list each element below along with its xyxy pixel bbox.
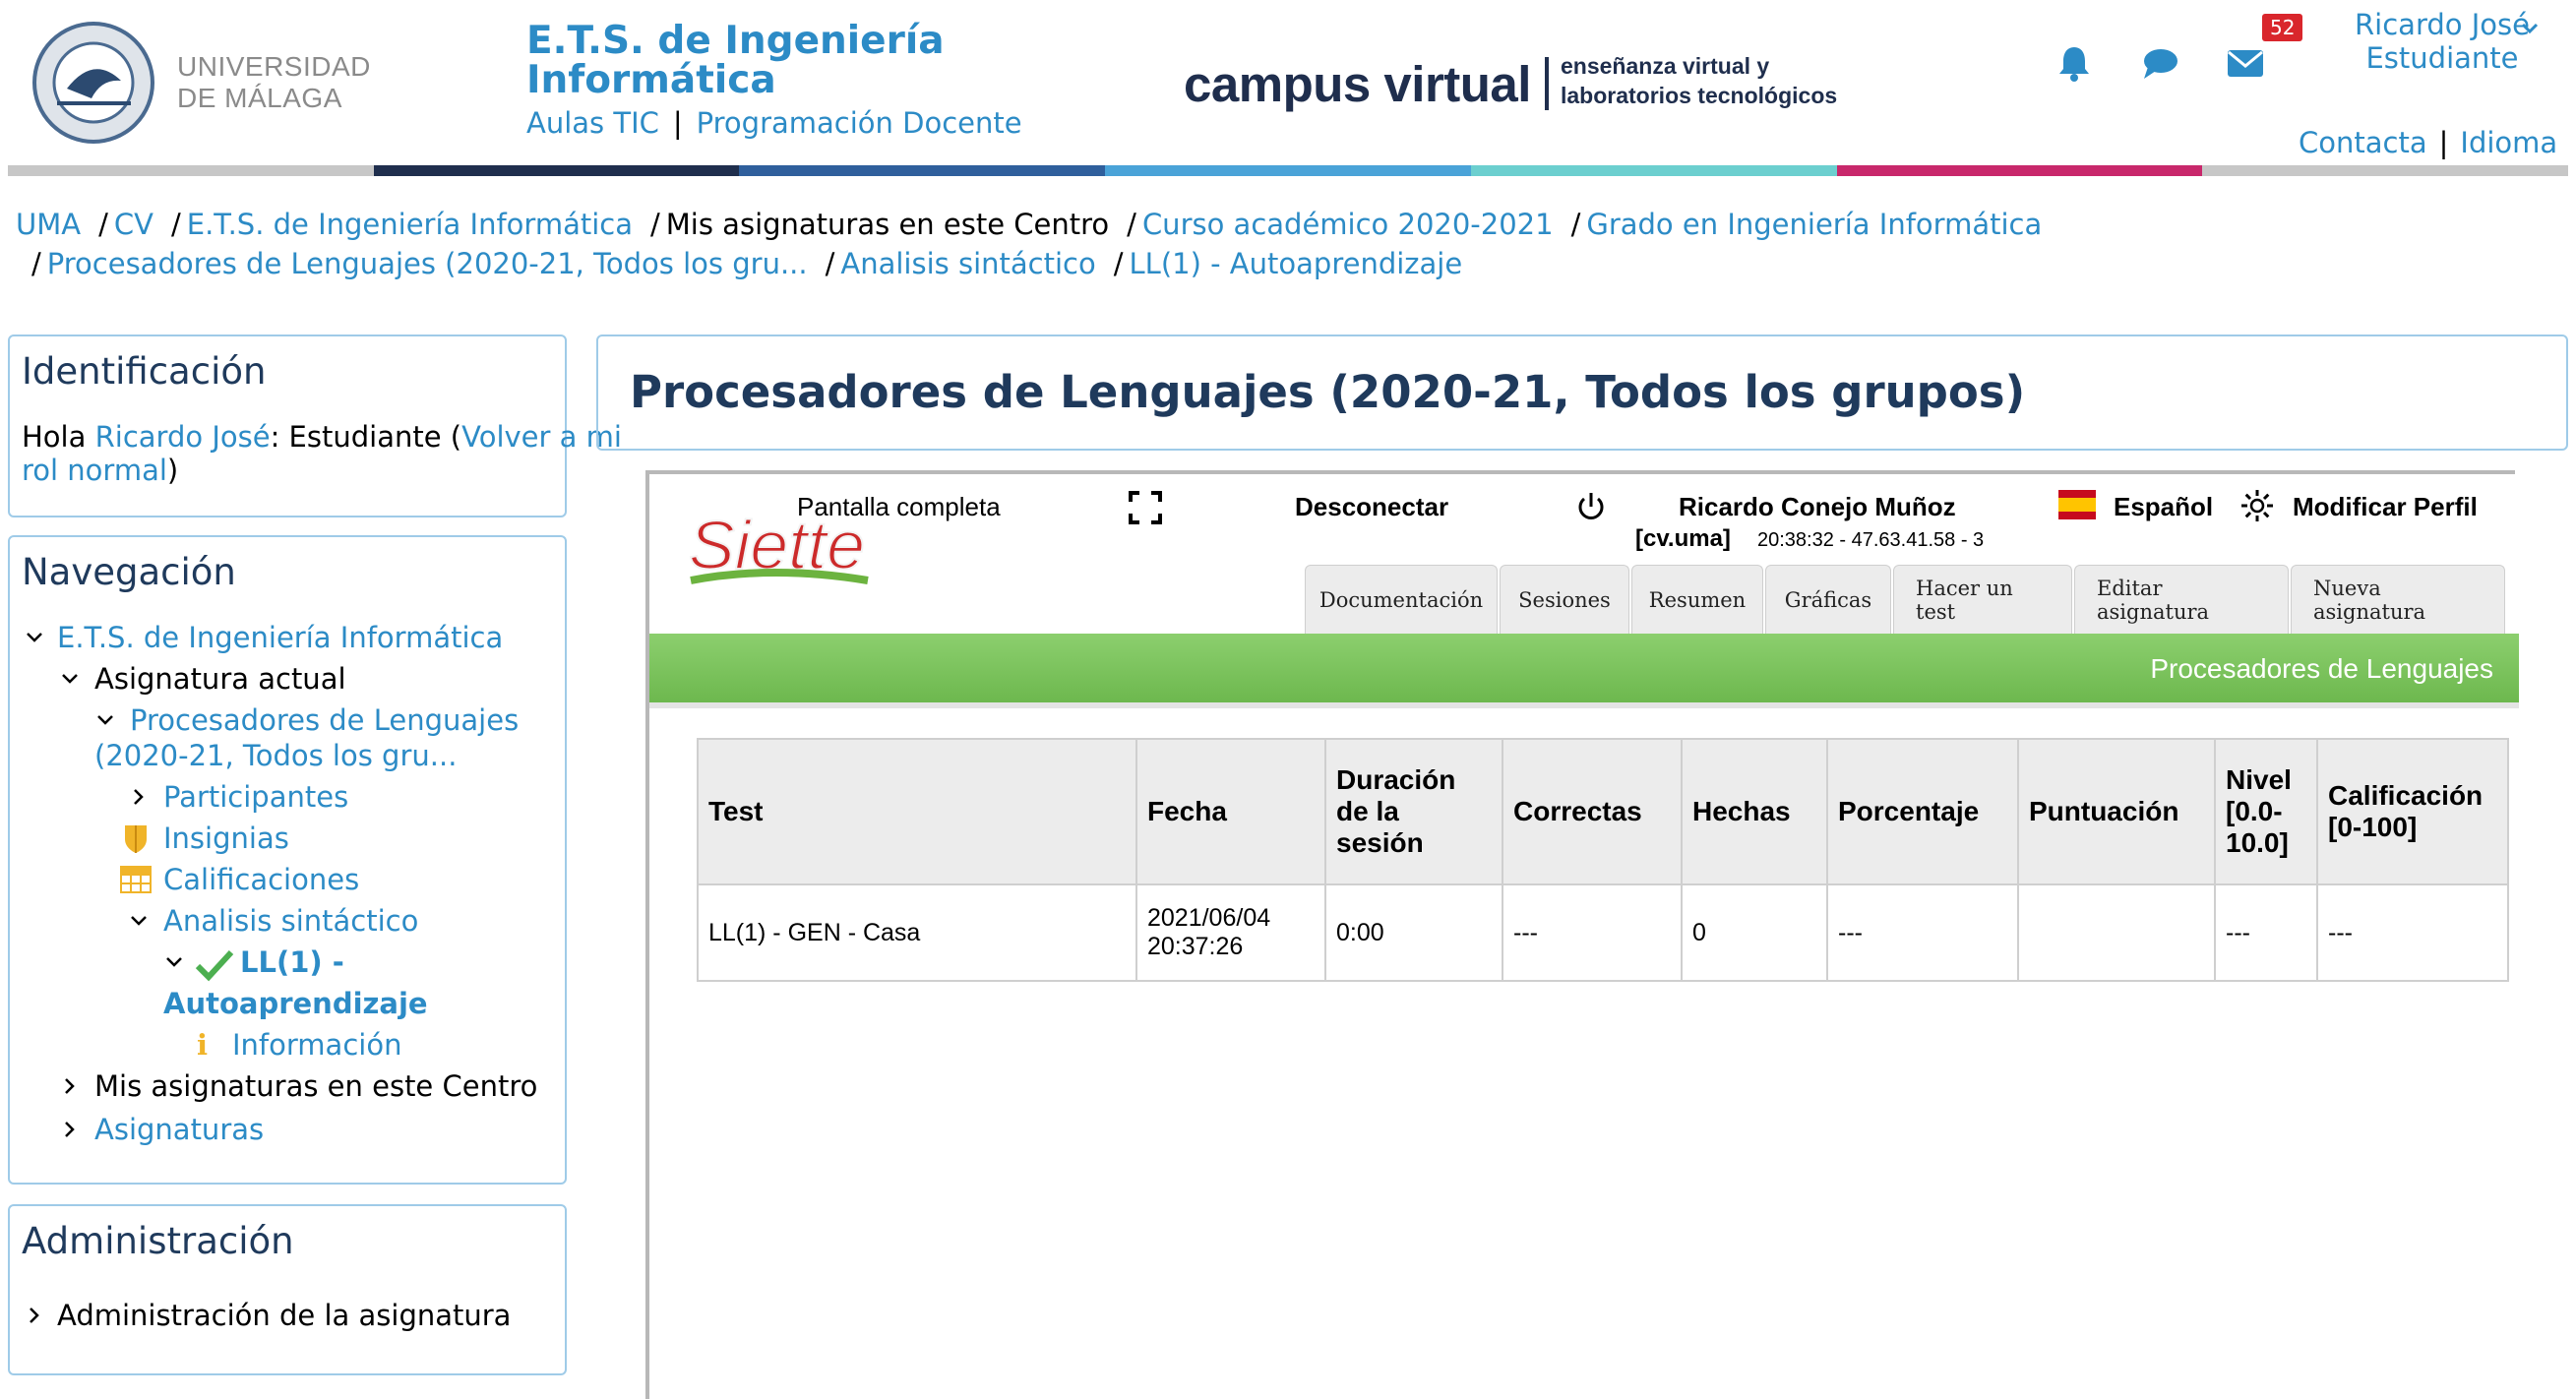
block-title: Navegación [22, 551, 236, 593]
color-stripe-segment [8, 165, 374, 176]
course-banner [649, 634, 2519, 702]
course-banner-title: Procesadores de Lenguajes [2150, 653, 2493, 684]
color-stripe-segment [739, 165, 1105, 176]
session-info: 20:38:32 - 47.63.41.58 - 3 [1757, 529, 1985, 551]
chevron-right-icon[interactable] [59, 1075, 81, 1097]
tab-hacer-un-test[interactable]: Hacer un test [1893, 565, 2072, 635]
breadcrumb-separator: / [650, 208, 660, 241]
breadcrumb-item [1114, 247, 1462, 280]
identification-text: Hola Ricardo José: Estudiante (Volver a mi [22, 420, 622, 454]
cell-puntuacion [2018, 884, 2215, 981]
fullscreen-icon[interactable] [1128, 490, 1163, 525]
message-count-badge: 52 [2262, 14, 2302, 41]
tab-sesiones[interactable]: Sesiones [1500, 565, 1629, 635]
breadcrumb-item [31, 247, 808, 280]
breadcrumb-separator: / [1113, 247, 1124, 280]
cell-duracion: 0:00 [1325, 884, 1503, 981]
breadcrumb-link[interactable]: UMA [16, 208, 82, 241]
block-title: Administración [22, 1220, 294, 1262]
col-nivel: Nivel [0.0- 10.0] [2215, 739, 2317, 884]
chevron-down-icon[interactable] [24, 627, 45, 648]
color-stripe-segment [1471, 165, 1837, 176]
bell-icon[interactable] [2053, 41, 2096, 85]
nav-item-participants[interactable]: Participantes [163, 780, 349, 814]
chevron-right-icon[interactable] [59, 1119, 81, 1140]
breadcrumb-item [826, 247, 1096, 280]
siette-tabs [1305, 565, 2507, 635]
breadcrumb-item [171, 208, 633, 241]
breadcrumb-separator: / [1127, 208, 1136, 241]
nav-item-courses[interactable]: Asignaturas [94, 1113, 265, 1146]
cell-correctas: --- [1503, 884, 1682, 981]
breadcrumb-link[interactable]: CV [113, 208, 153, 241]
tab-documentacion[interactable]: Documentación [1305, 565, 1498, 635]
identification-block [8, 335, 622, 517]
separator: | [2438, 126, 2449, 159]
results-table [697, 738, 2509, 982]
school-title-link[interactable]: E.T.S. de Ingeniería Informática [526, 19, 945, 102]
col-test: Test [698, 739, 1136, 884]
programacion-docente-link[interactable]: Programación Docente [696, 106, 1022, 140]
nav-item-current-course[interactable]: Asignatura actual [94, 662, 346, 696]
user-profile-link[interactable]: Ricardo José [94, 420, 271, 454]
chevron-right-icon[interactable] [128, 786, 150, 808]
chevron-down-icon[interactable] [94, 709, 116, 731]
main-header [596, 335, 2568, 451]
navigation-block [8, 535, 567, 1185]
logo-divider [1545, 57, 1549, 110]
siette-user-id: [cv.uma] [1635, 525, 1731, 552]
cell-fecha: 2021/06/04 20:37:26 [1136, 884, 1325, 981]
breadcrumb-link[interactable]: LL(1) - Autoaprendizaje [1129, 247, 1463, 280]
breadcrumb-item [16, 208, 81, 241]
return-role-link-2[interactable]: rol normal [22, 454, 167, 487]
col-duracion: Duración de la sesión [1325, 739, 1503, 884]
identification-text-2: rol normal) [22, 454, 179, 487]
campus-virtual-logo[interactable]: campus virtual [1184, 56, 1531, 112]
nav-item-badges[interactable]: Insignias [163, 821, 289, 855]
col-calificacion: Calificación [0-100] [2317, 739, 2508, 884]
cell-hechas: 0 [1682, 884, 1827, 981]
nav-item-section[interactable]: Analisis sintáctico [163, 904, 419, 938]
breadcrumb-item [650, 208, 1109, 241]
nav-item-activity[interactable]: LL(1) - [240, 945, 344, 979]
col-correctas: Correctas [1503, 739, 1682, 884]
color-stripe-segment [1837, 165, 2203, 176]
logo-text: Siette [689, 507, 865, 583]
nav-item-school[interactable]: E.T.S. de Ingeniería Informática [57, 621, 504, 654]
chevron-down-icon[interactable] [128, 910, 150, 932]
chat-icon[interactable] [2138, 41, 2181, 85]
breadcrumb-item [1127, 208, 1553, 241]
col-puntuacion: Puntuación [2018, 739, 2215, 884]
block-title: Identificación [22, 350, 267, 393]
admin-item-course[interactable]: Administración de la asignatura [57, 1299, 512, 1332]
spain-flag-icon[interactable] [2058, 490, 2096, 519]
table-header-row [698, 739, 2508, 884]
envelope-icon[interactable] [2224, 41, 2267, 85]
chevron-right-icon[interactable] [24, 1305, 45, 1326]
administration-block [8, 1204, 567, 1375]
nav-item-course[interactable]: Procesadores de Lenguajes [130, 703, 520, 737]
cell-calificacion: --- [2317, 884, 2508, 981]
col-hechas: Hechas [1682, 739, 1827, 884]
color-stripe-segment [2202, 165, 2568, 176]
nav-item-info[interactable]: Información [232, 1028, 402, 1062]
breadcrumb-separator: / [1570, 208, 1581, 241]
breadcrumb-separator: / [825, 247, 835, 280]
return-role-link[interactable]: Volver a mi [461, 420, 622, 454]
tab-editar-asignatura[interactable]: Editar asignatura [2074, 565, 2289, 635]
col-porcentaje: Porcentaje [1827, 739, 2018, 884]
contacta-link[interactable]: Contacta [2299, 126, 2427, 159]
info-icon: ℹ [197, 1028, 209, 1062]
color-stripe-segment [374, 165, 740, 176]
breadcrumb-link[interactable]: E.T.S. de Ingeniería Informática [186, 208, 633, 241]
university-name: UNIVERSIDAD DE MÁLAGA [177, 51, 371, 113]
breadcrumb-current: Mis asignaturas en este Centro [665, 208, 1110, 241]
aulas-tic-link[interactable]: Aulas TIC [526, 106, 659, 140]
breadcrumb-item [98, 208, 153, 241]
banner-shadow [649, 702, 2519, 708]
siette-user-name: Ricardo Conejo Muñoz [1679, 492, 1956, 521]
idioma-link[interactable]: Idioma [2460, 126, 2558, 159]
chevron-down-icon[interactable] [2519, 18, 2541, 39]
breadcrumb-link[interactable]: Analisis sintáctico [840, 247, 1096, 280]
checkmark-icon [195, 948, 234, 982]
page-title: Procesadores de Lenguajes (2020-21, Todos los grupos) [630, 366, 2026, 418]
university-seal-logo[interactable] [28, 20, 160, 146]
campus-subtitle: enseñanza virtual y laboratorios tecnológicos [1561, 53, 1838, 108]
table-row[interactable] [698, 884, 2508, 981]
nav-item-grades[interactable]: Calificaciones [163, 863, 360, 896]
gear-icon[interactable] [2239, 488, 2275, 523]
tab-nueva-asignatura[interactable]: Nueva asignatura [2291, 565, 2505, 635]
chevron-down-icon[interactable] [163, 951, 185, 973]
table-grid-icon [120, 866, 152, 893]
color-stripe-segment [1105, 165, 1471, 176]
disconnect-link[interactable]: Desconectar [1295, 492, 1449, 521]
cell-porcentaje: --- [1827, 884, 2018, 981]
breadcrumb-item [1571, 208, 2043, 241]
nav-item-my-courses[interactable]: Mis asignaturas en este Centro [94, 1069, 538, 1103]
site-header [0, 0, 2576, 177]
cell-test: LL(1) - GEN - Casa [698, 884, 1136, 981]
language-selector[interactable]: Español [2114, 492, 2214, 521]
tab-graficas[interactable]: Gráficas [1765, 565, 1891, 635]
separator: | [672, 106, 683, 140]
col-fecha: Fecha [1136, 739, 1325, 884]
breadcrumb-separator: / [31, 247, 41, 280]
breadcrumb-separator: / [170, 208, 181, 241]
siette-embedded-frame [645, 470, 2515, 1399]
breadcrumb-separator: / [98, 208, 108, 241]
breadcrumb [16, 205, 2554, 283]
power-icon[interactable] [1574, 490, 1608, 523]
nav-item-activity-line2[interactable]: Autoaprendizaje [163, 987, 428, 1020]
breadcrumb-link[interactable]: Grado en Ingeniería Informática [1586, 208, 2043, 241]
user-menu[interactable]: Ricardo José Estudiante [2355, 8, 2530, 75]
color-stripe [8, 165, 2568, 176]
school-links [526, 106, 1022, 140]
shield-badge-icon [122, 822, 150, 854]
breadcrumb-link[interactable]: Procesadores de Lenguajes (2020-21, Todos los gru... [46, 247, 808, 280]
fullscreen-link[interactable]: Pantalla completa [797, 492, 1001, 521]
cell-nivel: --- [2215, 884, 2317, 981]
tab-resumen[interactable]: Resumen [1631, 565, 1763, 635]
nav-item-course-line2[interactable]: (2020-21, Todos los gru... [94, 739, 458, 772]
breadcrumb-link[interactable]: Curso académico 2020-2021 [1141, 208, 1554, 241]
edit-profile-link[interactable]: Modificar Perfil [2293, 492, 2478, 521]
chevron-down-icon[interactable] [59, 668, 81, 690]
contact-links [2299, 126, 2557, 159]
